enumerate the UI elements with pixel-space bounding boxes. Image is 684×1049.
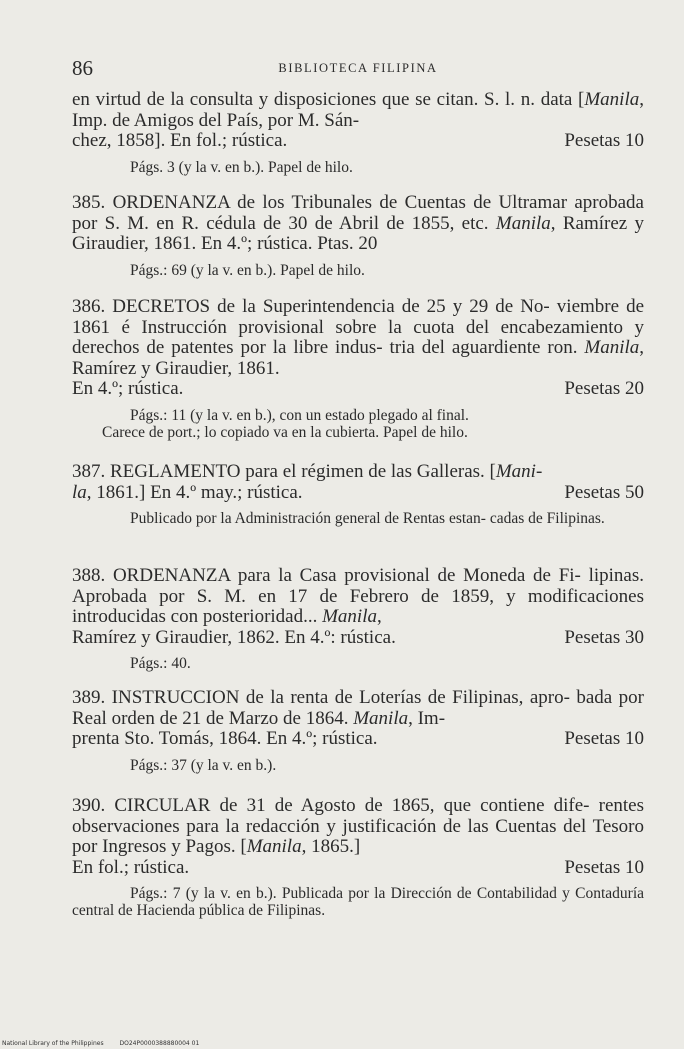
page-header [72, 56, 644, 80]
price: Pesetas 10 [564, 728, 644, 749]
price: Pesetas 50 [564, 481, 644, 503]
scan-code: DO24P0000388880004 01 [119, 1040, 200, 1047]
entry-text: en virtud de la consulta y disposiciones que se citan. S. l. n. data [Manila, Imp. de Amigos del País, por M. Sán- [72, 89, 644, 131]
entry-note: Págs.: 40. [130, 655, 191, 672]
price: Pesetas 30 [564, 626, 644, 648]
entry-text: 388. ORDENANZA para la Casa provisional de Moneda de Fi- lipinas. Aprobada por S. M. en 17 de Febrero de 1859, y modificaciones introducidas con posterioridad... Manila, [72, 565, 644, 627]
catalog-entry: 389. INSTRUCCION de la renta de Loterías de Filipinas, apro- bada por Real orden de 21 de Marzo de 1864. Manila, Im- prenta Sto. Tomás, 1864. En 4.º; rústica. Pesetas 10 Págs.: 37 (y la v. en b.). [72, 687, 644, 774]
catalog-entry [72, 193, 644, 279]
entry-text: 390. CIRCULAR de 31 de Agosto de 1865, que contiene dife- rentes observaciones para la redacción y justificación de las Cuentas del Tesoro por Ingresos y Pagos. [Manila, 1865.] [72, 795, 645, 857]
catalog-entry: 386. DECRETOS de la Superintendencia de 25 y 29 de No- viembre de 1861 é Instrucción provisional sobre la cuota del encabezamiento y derechos de patentes por la libre indus- tria del aguardiente ron. Manila, Ramírez y Giraudier, 1861. En 4.º; rústica. Pesetas 20 Págs.: 11 (y la v. en b.), con un estado plegado al final. Carece de port.; lo copiado va en la cubierta. Papel de hilo. [72, 296, 645, 441]
entry-note: Págs.: 7 (y la v. en b.). Publicada por la Dirección de Contabilidad y Contaduría central de Hacienda pública de Filipinas. [72, 885, 645, 919]
scan-footer [2, 1040, 199, 1047]
entry-note: Págs.: 11 (y la v. en b.), con un estado plegado al final. Carece de port.; lo copiado va en la cubierta. Papel de hilo. [102, 406, 469, 441]
entry-text: 387. REGLAMENTO para el régimen de las Galleras. [Mani- [72, 461, 543, 482]
catalog-entry: 390. CIRCULAR de 31 de Agosto de 1865, que contiene dife- rentes observaciones para la redacción y justificación de las Cuentas del Tesoro por Ingresos y Pagos. [Manila, 1865.] En fol.; rústica. Pesetas 10 Págs.: 7 (y la v. en b.). Publicada por la Dirección de Contabilidad y Contaduría central de Hacienda pública de Filipinas. [72, 795, 645, 919]
catalog-entry: 388. ORDENANZA para la Casa provisional de Moneda de Fi- lipinas. Aprobada por S. M. en 17 de Febrero de 1859, y modificaciones introducidas con posterioridad... Manila, Ramírez y Giraudier, 1862. En 4.º: rústica. Pesetas 30 Págs.: 40. [72, 565, 644, 672]
entry-note: Págs. 3 (y la v. en b.). Papel de hilo. [130, 158, 353, 176]
entry-text: 385. ORDENANZA de los Tribunales de Cuentas de Ultramar aprobada por S. M. en R. cédula de 30 de Abril de 1855, etc. Manila, Ramírez y Giraudier, 1861. En 4.º; rústica. Ptas. 20 [72, 192, 645, 254]
catalog-entry: en virtud de la consulta y disposiciones que se citan. S. l. n. data [Manila, Imp. de Amigos del País, por M. Sán- chez, 1858]. En fol.; rústica. Pesetas 10 Págs. 3 (y la v. en b.). Papel de hilo. [72, 89, 644, 176]
entry-text: 389. INSTRUCCION de la renta de Loterías de Filipinas, apro- bada por Real orden de 21 de Marzo de 1864. Manila, Im- [72, 687, 644, 729]
price: Pesetas 10 [564, 856, 644, 878]
page-number: 86 [72, 56, 93, 80]
catalog-entry: 387. REGLAMENTO para el régimen de las Galleras. [Mani- la, 1861.] En 4.º may.; rústica. Pesetas 50 Publicado por la Administración general de Rentas estan- cadas de Filipinas. [72, 461, 644, 527]
price: Pesetas 20 [564, 378, 644, 399]
entry-note: Págs.: 69 (y la v. en b.). Papel de hilo. [130, 261, 365, 279]
running-title: BIBLIOTECA FILIPINA [278, 61, 438, 75]
price: Pesetas 10 [564, 130, 644, 151]
library-credit: National Library of the Philippines [2, 1040, 104, 1047]
entry-note: Publicado por la Administración general de Rentas estan- cadas de Filipinas. [130, 510, 605, 527]
entry-text: 386. DECRETOS de la Superintendencia de 25 y 29 de No- viembre de 1861 é Instrucción provisional sobre la cuota del encabezamiento y derechos de patentes por la libre indus- tria del aguardiente ron. Manila, Ramírez y Giraudier, 1861. [72, 296, 645, 379]
entry-note: Págs.: 37 (y la v. en b.). [130, 756, 277, 774]
